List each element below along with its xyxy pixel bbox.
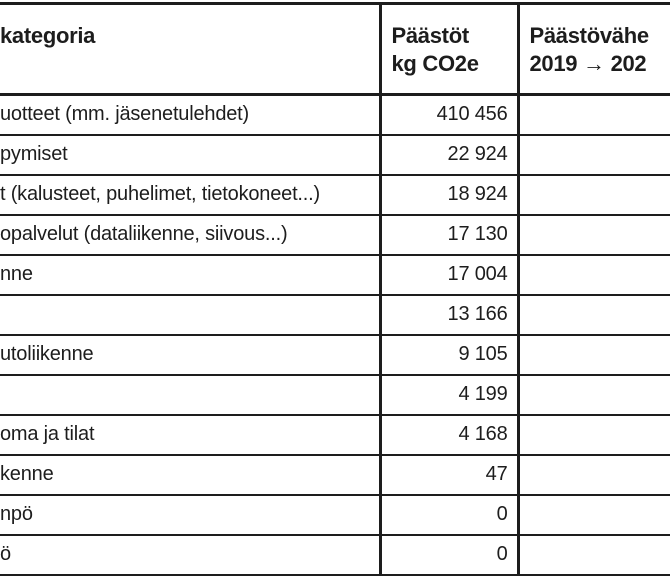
emissions-value-cell: 13 166 bbox=[380, 295, 518, 335]
reduction-cell bbox=[518, 175, 670, 215]
emissions-header-line2: kg CO2e bbox=[391, 51, 479, 76]
reduction-cell bbox=[518, 415, 670, 455]
emissions-value-cell: 17 130 bbox=[380, 215, 518, 255]
emissions-value-cell: 410 456 bbox=[380, 95, 518, 135]
table-row bbox=[0, 175, 670, 215]
category-cell: opalvelut (dataliikenne, siivous...) bbox=[0, 215, 380, 255]
reduction-cell bbox=[518, 375, 670, 415]
emissions-value-cell: 0 bbox=[380, 495, 518, 535]
reduction-cell bbox=[518, 535, 670, 575]
table-row bbox=[0, 135, 670, 175]
reduction-cell bbox=[518, 215, 670, 255]
category-cell: pymiset bbox=[0, 135, 380, 175]
category-header-label: kategoria bbox=[0, 23, 96, 48]
category-cell: uotteet (mm. jäsenetulehdet) bbox=[0, 95, 380, 135]
header-row bbox=[0, 4, 670, 95]
category-cell: kenne bbox=[0, 455, 380, 495]
reduction-cell bbox=[518, 335, 670, 375]
emissions-value-cell: 22 924 bbox=[380, 135, 518, 175]
category-cell bbox=[0, 295, 380, 335]
category-cell: oma ja tilat bbox=[0, 415, 380, 455]
table-row bbox=[0, 215, 670, 255]
category-cell bbox=[0, 375, 380, 415]
emissions-value-cell: 0 bbox=[380, 535, 518, 575]
table-row bbox=[0, 95, 670, 135]
emissions-value-cell: 17 004 bbox=[380, 255, 518, 295]
reduction-cell bbox=[518, 295, 670, 335]
table-row bbox=[0, 455, 670, 495]
table-row bbox=[0, 495, 670, 535]
category-cell: ö bbox=[0, 535, 380, 575]
table-row bbox=[0, 375, 670, 415]
table-row bbox=[0, 295, 670, 335]
table-row bbox=[0, 335, 670, 375]
emissions-table bbox=[0, 2, 670, 576]
column-header-reduction bbox=[518, 4, 670, 95]
reduction-cell bbox=[518, 95, 670, 135]
emissions-header-line1: Päästöt bbox=[391, 23, 469, 48]
reduction-cell bbox=[518, 255, 670, 295]
category-cell: utoliikenne bbox=[0, 335, 380, 375]
column-header-emissions bbox=[380, 4, 518, 95]
table-row bbox=[0, 255, 670, 295]
reduction-header-line1: Päästövähe bbox=[529, 23, 649, 48]
table-row bbox=[0, 415, 670, 455]
emissions-value-cell: 4 168 bbox=[380, 415, 518, 455]
emissions-value-cell: 9 105 bbox=[380, 335, 518, 375]
category-cell: nne bbox=[0, 255, 380, 295]
column-header-category bbox=[0, 4, 380, 95]
table-row bbox=[0, 535, 670, 575]
emissions-value-cell: 4 199 bbox=[380, 375, 518, 415]
emissions-value-cell: 47 bbox=[380, 455, 518, 495]
reduction-header-line2: 2019 → 202 bbox=[529, 51, 647, 76]
reduction-cell bbox=[518, 455, 670, 495]
category-cell: npö bbox=[0, 495, 380, 535]
emissions-value-cell: 18 924 bbox=[380, 175, 518, 215]
category-cell: t (kalusteet, puhelimet, tietokoneet...) bbox=[0, 175, 380, 215]
reduction-cell bbox=[518, 135, 670, 175]
reduction-cell bbox=[518, 495, 670, 535]
